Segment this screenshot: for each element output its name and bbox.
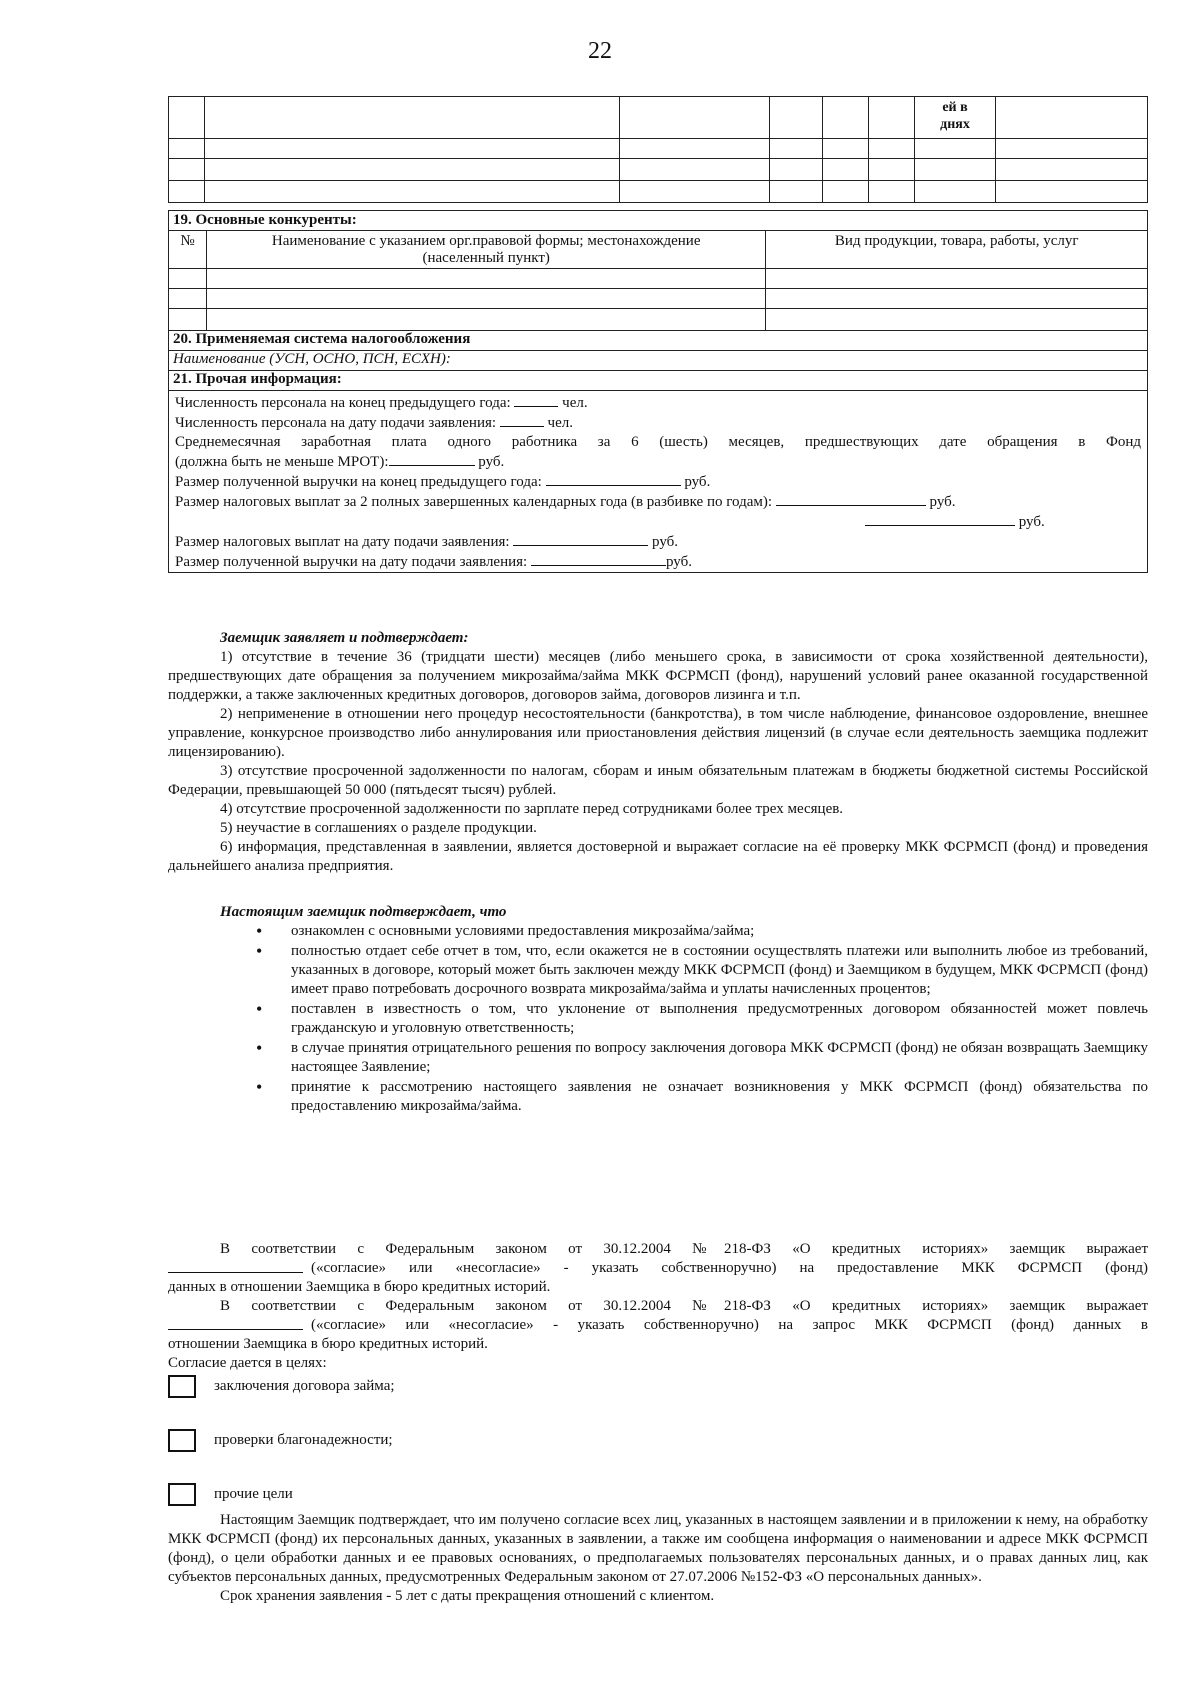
tax-system-label: Наименование (УСН, ОСНО, ПСН, ЕСХН): (173, 351, 451, 367)
revenue-current-input[interactable] (531, 552, 666, 566)
unit: руб. (684, 474, 711, 490)
confirms-heading: Настоящим заемщик подтверждает, что (220, 904, 507, 920)
checkbox-reliability[interactable] (168, 1429, 196, 1452)
tax-current-label: Размер налоговых выплат на дату подачи заявления: (175, 534, 510, 550)
unit: руб. (1018, 514, 1045, 530)
retention-period: Срок хранения заявления - 5 лет с даты прекращения отношений с клиентом. (220, 1588, 715, 1604)
consent-provide-input[interactable] (168, 1259, 303, 1273)
tax-system-field[interactable] (169, 351, 1148, 371)
declarations-block (168, 628, 1148, 1117)
cell[interactable] (169, 97, 205, 139)
unit: руб. (478, 454, 505, 470)
consent-request-input[interactable] (168, 1316, 303, 1330)
section-19-title: 19. Основные конкуренты: (169, 211, 1148, 231)
tax-current-input[interactable] (513, 532, 648, 546)
table-cell[interactable] (206, 309, 765, 331)
competitors-table (168, 210, 1148, 573)
cell[interactable] (619, 97, 769, 139)
unit: руб. (929, 494, 956, 510)
page-number: 22 (588, 38, 612, 64)
cell[interactable] (996, 97, 1148, 139)
section-20-title: 20. Применяемая система налогообложения (169, 331, 1148, 351)
cell[interactable] (823, 97, 869, 139)
table-cell[interactable] (169, 269, 207, 289)
credit-p2: В соответствии с Федеральным законом от 30.12.2004 №218-ФЗ «О кредитных историях» заемщик выражает (220, 1298, 1148, 1314)
purpose-option-3 (168, 1483, 1148, 1509)
unit: чел. (547, 415, 573, 431)
purpose-label: Согласие дается в целях: (168, 1355, 327, 1371)
cell[interactable] (769, 97, 822, 139)
table-cell[interactable] (766, 289, 1148, 309)
cell[interactable] (205, 97, 619, 139)
table-cell[interactable] (766, 309, 1148, 331)
col-type-header: Вид продукции, товара, работы, услуг (766, 231, 1148, 269)
col-name-header: Наименование с указанием орг.правовой формы; местонахождение (населенный пункт) (206, 231, 765, 269)
tax-payments-label: Размер налоговых выплат за 2 полных завершенных календарных года (в разбивке по годам): (175, 494, 773, 510)
declare-2: 2) неприменение в отношении него процедур несостоятельности (банкротства), в том числе наблюдение, финансовое оздоровление, внешнее управление, конкурсное производство либо аннулирования или приостановления действия лицензий (в случае если деятельность заемщика подлежит лицензированию). (168, 706, 1148, 760)
col-num-header: № (169, 231, 207, 269)
credit-p2-end: отношении Заемщика в бюро кредитных историй. (168, 1336, 488, 1352)
table-cell[interactable] (169, 289, 207, 309)
staff-current-input[interactable] (500, 413, 544, 427)
tax-payments-year2-input[interactable] (865, 512, 1015, 526)
unit: чел. (562, 395, 588, 411)
purpose-option-1 (168, 1375, 1148, 1401)
checkbox-other[interactable] (168, 1483, 196, 1506)
table-cell[interactable] (169, 309, 207, 331)
list-item: • поставлен в известность о том, что уклонение от выполнения предусмотренных договором обязанностей может повлечь гражданскую и уголовную ответственность; (256, 1000, 1148, 1038)
credit-p2-cont: («согласие» или «несогласие» - указать собственноручно) на запрос МКК ФСРМСП (фонд) данных в (311, 1317, 1148, 1333)
declare-1: 1) отсутствие в течение 36 (тридцати шести) месяцев (либо меньшего срока, в зависимости от срока хозяйственной деятельности), предшествующих дате обращения за получением микрозайма/займа МКК ФСРМСП (фонд), нарушений условий ранее оказанной государственной поддержки, а также заключенных кредитных договоров, договоров займа, договоров лизинга и т.п. (168, 649, 1148, 703)
declare-4: 4) отсутствие просроченной задолженности по зарплате перед сотрудниками более трех месяцев. (220, 801, 844, 817)
credit-p1: В соответствии с Федеральным законом от 30.12.2004 №218-ФЗ «О кредитных историях» заемщик выражает (220, 1241, 1148, 1257)
avg-salary-label: Среднемесячная заработная плата одного работника за 6 (шесть) месяцев, предшествующих дате обращения в Фонд (175, 434, 1141, 450)
tax-payments-year1-input[interactable] (776, 492, 926, 506)
checkbox-contract[interactable] (168, 1375, 196, 1398)
credit-consent-block (168, 1240, 1148, 1606)
staff-prev-year-label: Численность персонала на конец предыдущего года: (175, 395, 511, 411)
avg-salary-label-2: (должна быть не меньше МРОТ): (175, 454, 389, 470)
avg-salary-input[interactable] (389, 452, 475, 466)
revenue-prev-input[interactable] (546, 472, 681, 486)
declare-3: 3) отсутствие просроченной задолженности по налогам, сборам и иным обязательным платежам в бюджеты бюджетной системы Российской Федерации, превышающей 50 000 (пятьдесят тысяч) рублей. (168, 763, 1148, 798)
declare-6: 6) информация, представленная в заявлении, является достоверной и выражает согласие на её проверку МКК ФСРМСП (фонд) и проведения дальнейшего анализа предприятия. (168, 839, 1148, 874)
list-item: • в случае принятия отрицательного решения по вопросу заключения договора МКК ФСРМСП (фонд) не обязан возвращать Заемщику настоящее Заявление; (256, 1039, 1148, 1077)
personal-data-consent: Настоящим Заемщик подтверждает, что им получено согласие всех лиц, указанных в настоящем заявлении и в приложении к нему, на обработку МКК ФСРМСП (фонд) их персональных данных, указанных в заявлении, а также им сообщена информация о наименовании и адресе МКК ФСРМСП (фонд), о цели обработки данных и ее правовых основаниях, о предполагаемых пользователях персональных данных, и о правах данных лиц, как субъектов персональных данных, предусмотренных Федеральным законом от 27.07.2006 №152-ФЗ «О персональных данных». (168, 1512, 1148, 1585)
days-header: ей в днях (914, 97, 996, 139)
table-cell[interactable] (206, 269, 765, 289)
credit-p1-end: данных в отношении Заемщика в бюро кредитных историй. (168, 1279, 551, 1295)
purpose-option-2 (168, 1429, 1148, 1455)
unit: руб. (652, 534, 679, 550)
credit-p1-cont: («согласие» или «несогласие» - указать собственноручно) на предоставление МКК ФСРМСП (фонд) (311, 1260, 1148, 1276)
revenue-current-label: Размер полученной выручки на дату подачи заявления: (175, 554, 528, 570)
revenue-prev-label: Размер полученной выручки на конец предыдущего года: (175, 474, 542, 490)
cell[interactable] (868, 97, 914, 139)
declare-5: 5) неучастие в соглашениях о разделе продукции. (220, 820, 537, 836)
confirms-list (256, 922, 1148, 1116)
list-item: • полностью отдает себе отчет в том, что, если окажется не в состоянии осуществлять платежи или выполнить любое из требований, указанных в договоре, который может быть заключен между МКК ФСРМСП (фонд) и Заемщиком в будущем, МКК ФСРМСП (фонд) имеет право потребовать досрочного возврата микрозайма/займа и уплаты начисленных процентов; (256, 942, 1148, 999)
staff-current-label: Численность персонала на дату подачи заявления: (175, 415, 497, 431)
option-label: прочие цели (214, 1485, 293, 1502)
list-item: • принятие к рассмотрению настоящего заявления не означает возникновения у МКК ФСРМСП (фонд) обязательства по предоставлению микрозайма/займа. (256, 1078, 1148, 1116)
section-21-title: 21. Прочая информация: (169, 371, 1148, 391)
top-table (168, 96, 1148, 203)
table-cell[interactable] (206, 289, 765, 309)
option-label: проверки благонадежности; (214, 1431, 393, 1448)
declares-heading: Заемщик заявляет и подтверждает: (220, 630, 469, 646)
other-info (169, 391, 1148, 573)
list-item: • ознакомлен с основными условиями предоставления микрозайма/займа; (256, 922, 1148, 941)
unit: руб. (665, 554, 692, 570)
staff-prev-year-input[interactable] (514, 393, 558, 407)
option-label: заключения договора займа; (214, 1377, 395, 1394)
table-cell[interactable] (766, 269, 1148, 289)
